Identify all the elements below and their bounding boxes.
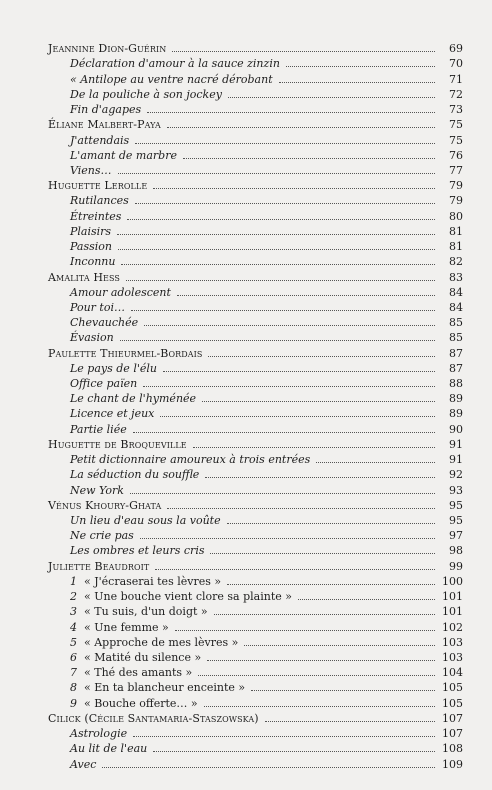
page-number: 70: [449, 57, 463, 71]
toc-poem-entry: [0, 162, 492, 177]
page-number: 90: [449, 422, 463, 436]
toc-entry-row: [70, 88, 463, 101]
toc-poem-entry: [0, 284, 492, 299]
author-name: Huguette Lerolle: [48, 179, 148, 193]
page-number: 84: [449, 285, 463, 299]
toc-poem-entry: [0, 649, 492, 664]
toc-poem-entry: [0, 390, 492, 405]
toc-author-entry: [0, 268, 492, 283]
dot-leader: [227, 523, 435, 524]
poem-title: Chevauchée: [70, 316, 139, 330]
page-number: 102: [442, 620, 463, 634]
dot-leader: [160, 416, 435, 417]
toc-author-entry: [0, 40, 492, 55]
toc-entry-row: [48, 499, 463, 512]
poem-title: [70, 605, 208, 618]
poem-title: Viens…: [70, 163, 112, 177]
dot-leader: [153, 751, 435, 752]
poem-title: [70, 621, 169, 634]
page-number: 84: [449, 300, 463, 314]
toc-entry-row: [70, 149, 463, 162]
poem-title: New York: [70, 483, 124, 497]
dot-leader: [279, 82, 435, 83]
toc-poem-entry: [0, 70, 492, 85]
toc-entry-row: [48, 712, 463, 725]
toc-poem-entry: [0, 740, 492, 755]
toc-entry-row: [70, 514, 463, 527]
page-number: 77: [449, 163, 463, 177]
poem-title: « Antilope au ventre nacré dérobant: [70, 72, 273, 86]
toc-entry-row: [70, 164, 463, 177]
poem-title: De la pouliche à son jockey: [70, 87, 222, 101]
dot-leader: [135, 203, 435, 204]
toc-poem-entry: [0, 542, 492, 557]
toc-entry-row: [70, 377, 463, 390]
author-name: Huguette de Broqueville: [48, 437, 187, 451]
toc-entry-row: [70, 301, 463, 314]
page-number: 83: [449, 270, 463, 284]
toc-poem-entry: [0, 192, 492, 207]
author-name: Cilick (Cécile Santamaria-Staszowska): [48, 711, 259, 725]
poem-title-text: « Thé des amants »: [84, 666, 193, 680]
page-number: 107: [442, 711, 463, 725]
page-number: 105: [442, 681, 463, 695]
page-number: 103: [442, 650, 463, 664]
toc-entry-row: [70, 316, 463, 329]
poem-number: 7: [70, 666, 77, 680]
dot-leader: [167, 127, 435, 128]
toc-entry-row: [70, 194, 463, 207]
toc-entry-row: [70, 636, 463, 649]
page-number: 107: [442, 727, 463, 741]
toc-author-entry: [0, 497, 492, 512]
page-number: 81: [449, 240, 463, 254]
dot-leader: [167, 508, 435, 509]
page-number: 105: [442, 696, 463, 710]
poem-title: [70, 666, 192, 679]
poem-title: Amour adolescent: [70, 285, 171, 299]
poem-number: 4: [70, 620, 77, 634]
dot-leader: [117, 234, 435, 235]
page-number: 95: [449, 498, 463, 512]
poem-title: Inconnu: [70, 255, 116, 269]
dot-leader: [207, 660, 435, 661]
toc-poem-entry: [0, 694, 492, 709]
poem-title: [70, 697, 198, 710]
page-number: 92: [449, 468, 463, 482]
poem-number: 3: [70, 605, 77, 619]
author-name: Amalita Hess: [48, 270, 121, 284]
poem-title: Office païen: [70, 377, 138, 391]
page-number: 88: [449, 377, 463, 391]
toc-poem-entry: [0, 223, 492, 238]
toc-entry-row: [70, 286, 463, 299]
toc-poem-entry: [0, 755, 492, 770]
toc-entry-row: [70, 73, 463, 86]
dot-leader: [208, 356, 435, 357]
toc-entry-row: [70, 742, 463, 755]
dot-leader: [177, 295, 435, 296]
poem-number: 8: [70, 681, 77, 695]
poem-title-text: « Bouche offerte… »: [84, 696, 198, 710]
toc-entry-row: [70, 605, 463, 618]
dot-leader: [144, 325, 435, 326]
poem-title: La séduction du souffle: [70, 468, 200, 482]
poem-title-text: « Une femme »: [84, 620, 169, 634]
toc-author-entry: [0, 177, 492, 192]
page-number: 79: [449, 194, 463, 208]
poem-title: Le chant de l'hyménée: [70, 392, 197, 406]
dot-leader: [147, 112, 435, 113]
poem-title: Au lit de l'eau: [70, 742, 148, 756]
dot-leader: [227, 584, 435, 585]
toc-poem-entry: [0, 664, 492, 679]
toc-entry-row: [70, 103, 463, 116]
page-number: 85: [449, 331, 463, 345]
toc-entry-row: [48, 560, 463, 573]
toc-poem-entry: [0, 679, 492, 694]
page-number: 91: [449, 437, 463, 451]
poem-title: Déclaration d'amour à la sauce zinzin: [70, 57, 280, 71]
poem-title-text: « Approche de mes lèvres »: [84, 635, 239, 649]
poem-title: Plaisirs: [70, 224, 112, 238]
dot-leader: [143, 386, 435, 387]
toc-entry-row: [70, 681, 463, 694]
dot-leader: [155, 569, 435, 570]
page-number: 71: [449, 72, 463, 86]
poem-title-text: « Une bouche vient clore sa plainte »: [84, 590, 292, 604]
poem-number: 5: [70, 635, 77, 649]
dot-leader: [172, 51, 435, 52]
dot-leader: [126, 280, 435, 281]
page-number: 104: [442, 666, 463, 680]
toc-poem-entry: [0, 360, 492, 375]
poem-title: Les ombres et leurs cris: [70, 544, 205, 558]
page-number: 91: [449, 453, 463, 467]
toc-poem-entry: [0, 253, 492, 268]
dot-leader: [121, 264, 435, 265]
toc-poem-entry: [0, 147, 492, 162]
poem-title: Astrologie: [70, 727, 128, 741]
poem-title: [70, 651, 201, 664]
toc-entry-row: [70, 529, 463, 542]
toc-entry-row: [48, 347, 463, 360]
dot-leader: [140, 538, 435, 539]
toc-poem-entry: [0, 375, 492, 390]
page-number: 97: [449, 529, 463, 543]
dot-leader: [135, 143, 435, 144]
toc-author-entry: [0, 557, 492, 572]
toc-poem-entry: [0, 451, 492, 466]
author-name: Éliane Malbert-Paya: [48, 118, 161, 132]
poem-title: J'attendais: [70, 133, 130, 147]
poem-title: Licence et jeux: [70, 407, 155, 421]
toc-entry-row: [70, 453, 463, 466]
toc-poem-entry: [0, 725, 492, 740]
page-number: 85: [449, 316, 463, 330]
poem-number: 2: [70, 590, 77, 604]
dot-leader: [102, 767, 435, 768]
toc-entry-row: [70, 758, 463, 771]
poem-number: 6: [70, 650, 77, 664]
page-number: 89: [449, 407, 463, 421]
toc-entry-row: [70, 590, 463, 603]
toc-poem-entry: [0, 329, 492, 344]
poem-title: Étreintes: [70, 209, 122, 223]
poem-title-text: « J'écraserai tes lèvres »: [84, 574, 222, 588]
dot-leader: [210, 553, 435, 554]
page-number: 101: [442, 590, 463, 604]
toc-poem-entry: [0, 101, 492, 116]
dot-leader: [316, 462, 435, 463]
author-name: Juliette Beaudroit: [48, 559, 150, 573]
toc-entry-row: [70, 484, 463, 497]
dot-leader: [133, 432, 435, 433]
poem-title: Le pays de l'élu: [70, 361, 157, 375]
poem-title: Passion: [70, 240, 112, 254]
toc-entry-row: [70, 621, 463, 634]
toc-poem-entry: [0, 405, 492, 420]
toc-poem-entry: [0, 618, 492, 633]
poem-title: [70, 575, 221, 588]
dot-leader: [205, 477, 435, 478]
dot-leader: [127, 219, 435, 220]
page-number: 75: [449, 118, 463, 132]
toc-entry-row: [48, 438, 463, 451]
page-number: 89: [449, 392, 463, 406]
toc-entry-row: [70, 651, 463, 664]
dot-leader: [286, 66, 435, 67]
toc-author-entry: [0, 116, 492, 131]
toc-poem-entry: [0, 588, 492, 603]
toc-entry-row: [70, 423, 463, 436]
toc-entry-row: [70, 468, 463, 481]
toc-poem-entry: [0, 86, 492, 101]
toc-poem-entry: [0, 238, 492, 253]
toc-entry-row: [70, 331, 463, 344]
toc-entry-row: [70, 362, 463, 375]
dot-leader: [175, 630, 435, 631]
dot-leader: [183, 158, 435, 159]
toc-poem-entry: [0, 131, 492, 146]
dot-leader: [163, 371, 435, 372]
toc-entry-row: [70, 727, 463, 740]
page-number: 79: [449, 179, 463, 193]
toc-poem-entry: [0, 466, 492, 481]
page-number: 95: [449, 514, 463, 527]
toc-entry-row: [48, 179, 463, 192]
dot-leader: [198, 675, 435, 676]
author-name: Jeannine Dion-Guérin: [48, 42, 167, 56]
toc-entry-row: [70, 666, 463, 679]
dot-leader: [133, 736, 435, 737]
page-number: 99: [449, 559, 463, 573]
page-number: 100: [442, 574, 463, 588]
page-number: 82: [449, 255, 463, 269]
toc-author-entry: [0, 344, 492, 359]
page-number: 75: [449, 133, 463, 147]
toc-poem-entry: [0, 573, 492, 588]
author-name: Vénus Khoury-Ghata: [48, 498, 162, 512]
toc-author-entry: [0, 710, 492, 725]
dot-leader: [244, 645, 435, 646]
toc-entry-row: [70, 225, 463, 238]
dot-leader: [120, 340, 435, 341]
poem-title: [70, 590, 292, 603]
author-name: Paulette Thieurmel-Bordais: [48, 346, 203, 360]
toc-poem-entry: [0, 481, 492, 496]
poem-title: Un lieu d'eau sous la voûte: [70, 514, 221, 527]
toc-poem-entry: [0, 420, 492, 435]
toc-poem-entry: [0, 55, 492, 70]
dot-leader: [202, 401, 435, 402]
poem-title: Avec: [70, 757, 97, 771]
toc-entry-row: [70, 575, 463, 588]
toc-entry-row: [70, 134, 463, 147]
page-number: 72: [449, 87, 463, 101]
dot-leader: [265, 721, 435, 722]
poem-title-text: « En ta blancheur enceinte »: [84, 681, 246, 695]
page-number: 109: [442, 757, 463, 771]
toc-entry-row: [70, 210, 463, 223]
toc-author-entry: [0, 436, 492, 451]
toc-entry-row: [70, 255, 463, 268]
poem-title: Rutilances: [70, 194, 129, 208]
poem-title: Ne crie pas: [70, 529, 134, 543]
poem-title-text: « Matité du silence »: [84, 650, 202, 664]
dot-leader: [153, 188, 435, 189]
page-number: 87: [449, 346, 463, 360]
dot-leader: [228, 97, 435, 98]
dot-leader: [131, 310, 435, 311]
poem-title: [70, 681, 245, 694]
toc-entry-row: [48, 271, 463, 284]
poem-number: 9: [70, 696, 77, 710]
dot-leader: [204, 706, 435, 707]
page-number: 87: [449, 361, 463, 375]
toc-poem-entry: [0, 603, 492, 618]
toc-entry-row: [70, 544, 463, 557]
toc-entry-row: [70, 407, 463, 420]
toc-entry-row: [70, 697, 463, 710]
poem-title: Fin d'agapes: [70, 103, 142, 117]
poem-title: Pour toi…: [70, 300, 125, 314]
poem-number: 1: [70, 574, 77, 588]
toc-poem-entry: [0, 314, 492, 329]
dot-leader: [118, 173, 435, 174]
dot-leader: [298, 599, 435, 600]
poem-title: Évasion: [70, 331, 114, 345]
toc-entry-row: [70, 392, 463, 405]
toc-poem-entry: [0, 527, 492, 542]
toc-poem-entry: [0, 299, 492, 314]
page-number: 98: [449, 544, 463, 558]
poem-title: [70, 636, 238, 649]
page-number: 76: [449, 148, 463, 162]
dot-leader: [214, 614, 435, 615]
page-number: 81: [449, 224, 463, 238]
poem-title: Partie liée: [70, 422, 127, 436]
dot-leader: [193, 447, 435, 448]
dot-leader: [251, 690, 435, 691]
page-number: 80: [449, 209, 463, 223]
page-number: 69: [449, 42, 463, 56]
poem-title: Petit dictionnaire amoureux à trois entrées: [70, 453, 311, 467]
toc-poem-entry: [0, 634, 492, 649]
poem-title-text: « Tu suis, d'un doigt »: [84, 605, 208, 619]
toc-poem-entry: [0, 207, 492, 222]
toc-entry-row: [70, 57, 463, 70]
toc-entry-row: [48, 118, 463, 131]
page-number: 101: [442, 605, 463, 619]
dot-leader: [118, 249, 435, 250]
page-number: 73: [449, 103, 463, 117]
page-number: 93: [449, 483, 463, 497]
toc-entry-row: [48, 42, 463, 55]
toc-entry-row: [70, 240, 463, 253]
poem-title: L'amant de marbre: [70, 148, 177, 162]
page-number: 103: [442, 635, 463, 649]
toc-poem-entry: [0, 512, 492, 527]
page-number: 108: [442, 742, 463, 756]
dot-leader: [130, 493, 435, 494]
